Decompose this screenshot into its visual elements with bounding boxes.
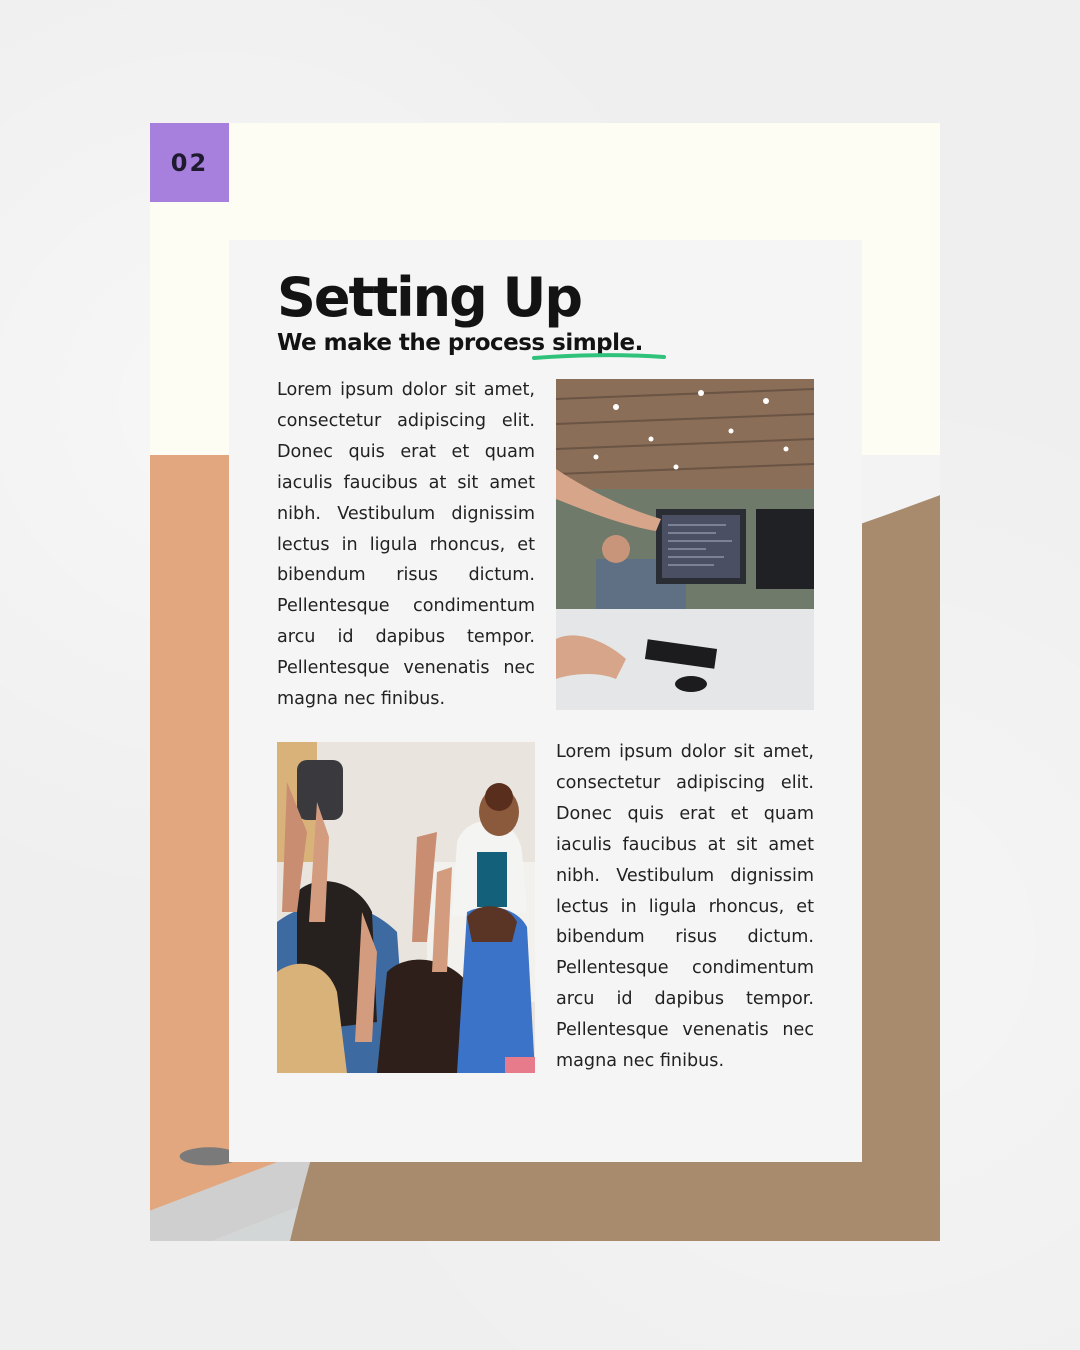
highlight-underline — [532, 352, 666, 362]
page-subtitle: We make the process simple. — [277, 330, 643, 356]
body-paragraph-2: Lorem ipsum dolor sit amet, consectetur adipiscing elit. Donec quis erat et quam iaculis faucibus at sit amet nibh. Vestibulum dignissim lectus in ligula rhoncus, et bibendum risus dictum. Pellentesque condimentum arcu id dapibus tempor. Pellentesque venenatis nec magna nec finibus. — [556, 742, 814, 1072]
page-title: Setting Up — [277, 266, 582, 329]
page-number-badge — [150, 123, 229, 202]
office-photo — [556, 379, 814, 710]
content-card — [229, 240, 862, 1162]
body-paragraph-1: Lorem ipsum dolor sit amet, consectetur adipiscing elit. Donec quis erat et quam iaculis faucibus at sit amet nibh. Vestibulum dignissim lectus in ligula rhoncus, et bibendum risus dictum. Pellentesque condimentum arcu id dapibus tempor. Pellentesque venenatis nec magna nec finibus. — [277, 380, 535, 710]
classroom-photo — [277, 742, 535, 1073]
page-number: 02 — [170, 148, 209, 177]
